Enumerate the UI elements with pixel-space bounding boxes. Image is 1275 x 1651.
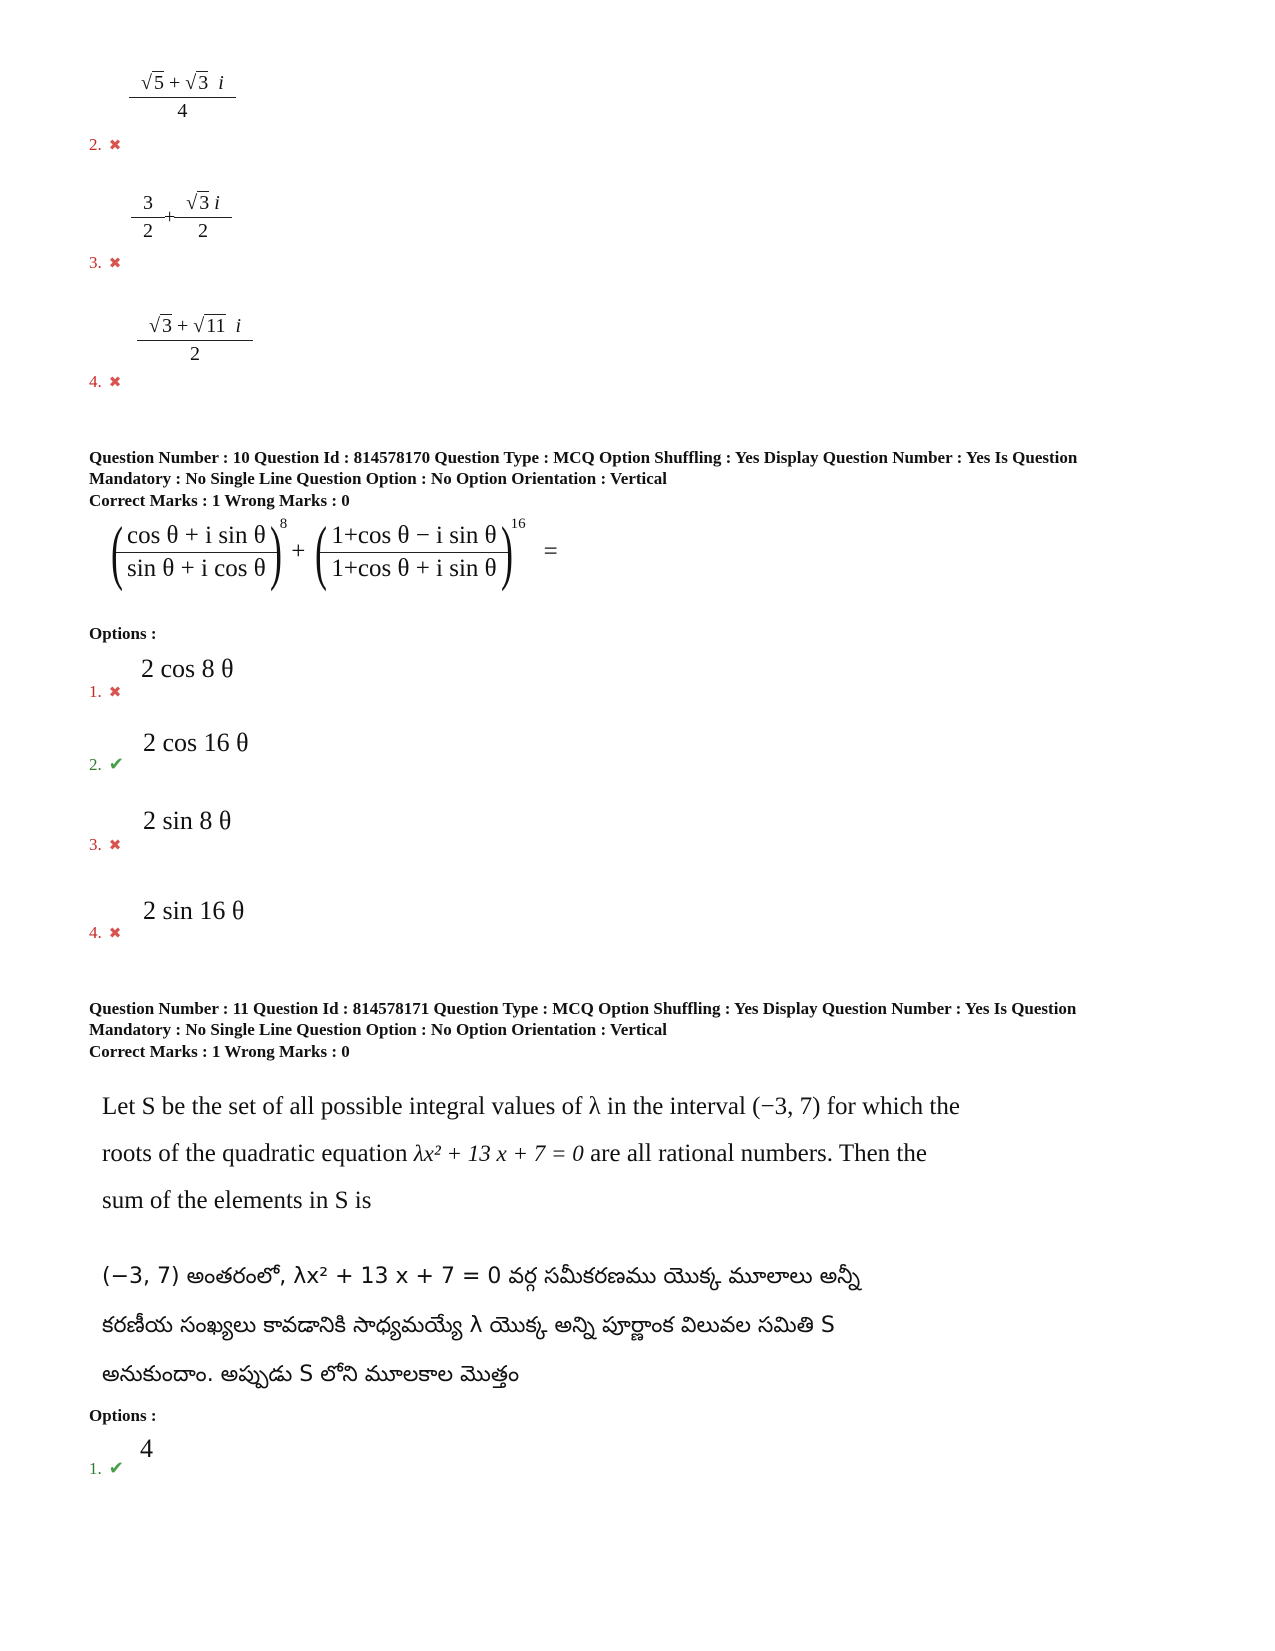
- q10-option-1-number: 1. ✖: [89, 682, 122, 701]
- check-icon: ✔: [108, 1458, 124, 1478]
- q11-english-line2: roots of the quadratic equation λx² + 13 x + 7 = 0 are all rational numbers. Then the: [102, 1140, 927, 1167]
- q11-option-1-text: 4: [140, 1434, 153, 1463]
- q11-marks: Correct Marks : 1 Wrong Marks : 0: [89, 1042, 350, 1061]
- q9-option-4-formula: $\frac{√ 3 + √ 11 i}{2}$: [143, 315, 247, 366]
- check-icon: ✔: [108, 754, 124, 774]
- q10-option-2-text: 2 cos 16 θ: [143, 728, 249, 757]
- q11-option-1-number: 1. ✔: [89, 1458, 124, 1478]
- q10-option-2-number: 2. ✔: [89, 754, 124, 774]
- q10-option-3-text: 2 sin 8 θ: [143, 806, 232, 835]
- q9-option-2-formula: $\frac{√ 5 + √ 3 i}{4}$: [135, 72, 230, 123]
- q11-meta-line1: Question Number : 11 Question Id : 814578171 Question Type : MCQ Option Shuffling : Yes Display Question Number : Yes Is Question: [89, 999, 1077, 1018]
- q10-meta: [89, 447, 1199, 489]
- q9-option-4-number: 4. ✖: [89, 372, 122, 391]
- q11-telugu-line2: కరణీయ సంఖ్యలు కావడానికి సాధ్యమయ్యే λ యొక్క అన్ని పూర్ణాంక విలువల సమితి S: [102, 1313, 835, 1338]
- cross-icon: ✖: [108, 926, 122, 942]
- q11-english-line1: Let S be the set of all possible integral values of λ in the interval (−3, 7) for which the: [102, 1093, 960, 1120]
- q11-telugu-line1: (−3, 7) అంతరంలో, λx² + 13 x + 7 = 0 వర్గ సమీకరణము యొక్క మూలాలు అన్నీ: [102, 1264, 861, 1289]
- q10-option-4-text: 2 sin 16 θ: [143, 896, 245, 925]
- q11-question-english: [102, 1083, 1022, 1224]
- q10-meta-line2: Mandatory : No Single Line Question Option : No Option Orientation : Vertical: [89, 469, 668, 488]
- q9-option-2-number: 2. ✖: [89, 135, 122, 154]
- cross-icon: ✖: [108, 138, 122, 154]
- q9-option-3-number: 3. ✖: [89, 253, 122, 272]
- q11-meta-line2: Mandatory : No Single Line Question Option : No Option Orientation : Vertical: [89, 1020, 668, 1039]
- q10-option-4-number: 4. ✖: [89, 923, 122, 942]
- cross-icon: ✖: [108, 375, 122, 391]
- cross-icon: ✖: [108, 838, 122, 854]
- q10-option-3-number: 3. ✖: [89, 835, 122, 854]
- q11-question-telugu: [102, 1252, 1022, 1399]
- cross-icon: ✖: [108, 685, 122, 701]
- q11-english-line3: sum of the elements in S is: [102, 1187, 372, 1214]
- q10-question-formula: ( $\frac{\text{cos θ + i sin θ}}{\text{sin θ + i cos θ}}$ ) 8 + ( $\frac{\text{1+cos θ − i sin θ}}{\text{1+cos θ + i sin θ}}$ ) 16 =: [110, 512, 558, 592]
- q10-meta-line1: Question Number : 10 Question Id : 814578170 Question Type : MCQ Option Shuffling : Yes Display Question Number : Yes Is Question: [89, 448, 1078, 467]
- q11-meta: [89, 998, 1199, 1040]
- q9-option-3-formula: $\frac{3}{2}$ + $\frac{√ 3 i}{2}$: [137, 192, 226, 243]
- q10-option-1-text: 2 cos 8 θ: [141, 654, 234, 683]
- cross-icon: ✖: [108, 256, 122, 272]
- q11-telugu-line3: అనుకుందాం. అప్పుడు S లోని మూలకాల మొత్తం: [102, 1362, 520, 1387]
- q10-options-label: Options :: [89, 624, 157, 643]
- q10-marks: Correct Marks : 1 Wrong Marks : 0: [89, 491, 350, 510]
- q11-options-label: Options :: [89, 1406, 157, 1425]
